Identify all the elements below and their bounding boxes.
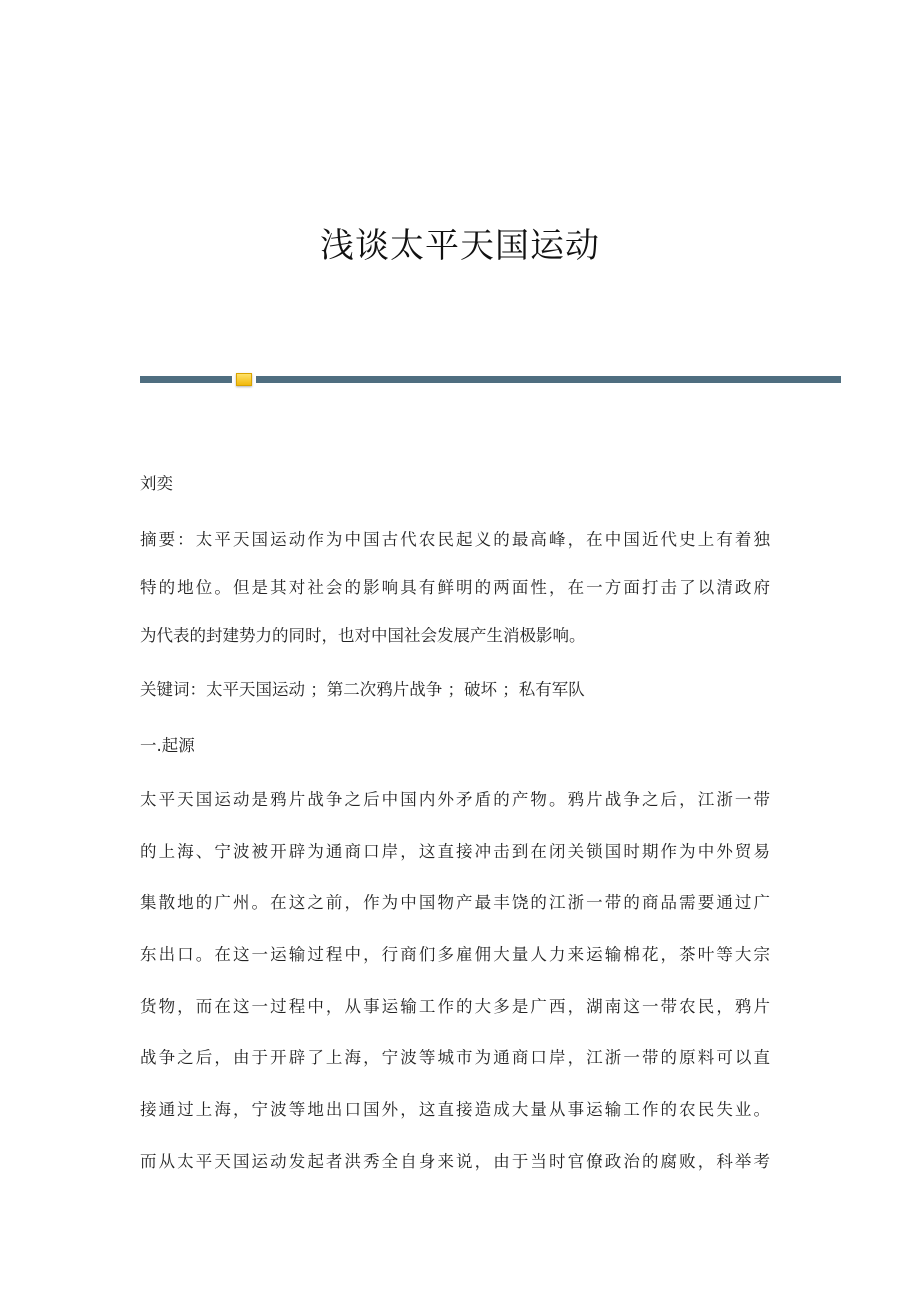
- keywords: 关键词：太平天国运动 ；第二次鸦片战争 ；破坏 ；私有军队: [140, 680, 585, 699]
- body-line: 战争之后，由于开辟了上海，宁波等城市为通商口岸，江浙一带的原料可以直: [140, 1048, 770, 1067]
- abstract-line: 摘要：太平天国运动作为中国古代农民起义的最高峰，在中国近代史上有着独: [140, 530, 770, 549]
- body-line: 而从太平天国运动发起者洪秀全自身来说，由于当时官僚政治的腐败，科举考: [140, 1152, 770, 1171]
- abstract-line: 为代表的封建势力的同时，也对中国社会发展产生消极影响。: [140, 626, 586, 645]
- divider-ornament-icon: [236, 373, 252, 386]
- body-line: 接通过上海，宁波等地出口国外，这直接造成大量从事运输工作的农民失业。: [140, 1100, 770, 1119]
- abstract-line: 特的地位。但是其对社会的影响具有鲜明的两面性，在一方面打击了以清政府: [140, 578, 770, 597]
- body-line: 东出口。在这一运输过程中，行商们多雇佣大量人力来运输棉花，茶叶等大宗: [140, 945, 770, 964]
- body-line: 的上海、宁波被开辟为通商口岸，这直接冲击到在闭关锁国时期作为中外贸易: [140, 842, 770, 861]
- body-line: 集散地的广州。在这之前，作为中国物产最丰饶的江浙一带的商品需要通过广: [140, 893, 770, 912]
- divider-right: [256, 376, 841, 383]
- body-line: 货物，而在这一过程中，从事运输工作的大多是广西，湖南这一带农民，鸦片: [140, 997, 770, 1016]
- section-heading: 一.起源: [140, 736, 195, 755]
- divider-left: [140, 376, 232, 383]
- body-line: 太平天国运动是鸦片战争之后中国内外矛盾的产物。鸦片战争之后，江浙一带: [140, 790, 770, 809]
- document-title: 浅谈太平天国运动: [320, 226, 600, 266]
- author: 刘奕: [140, 474, 173, 493]
